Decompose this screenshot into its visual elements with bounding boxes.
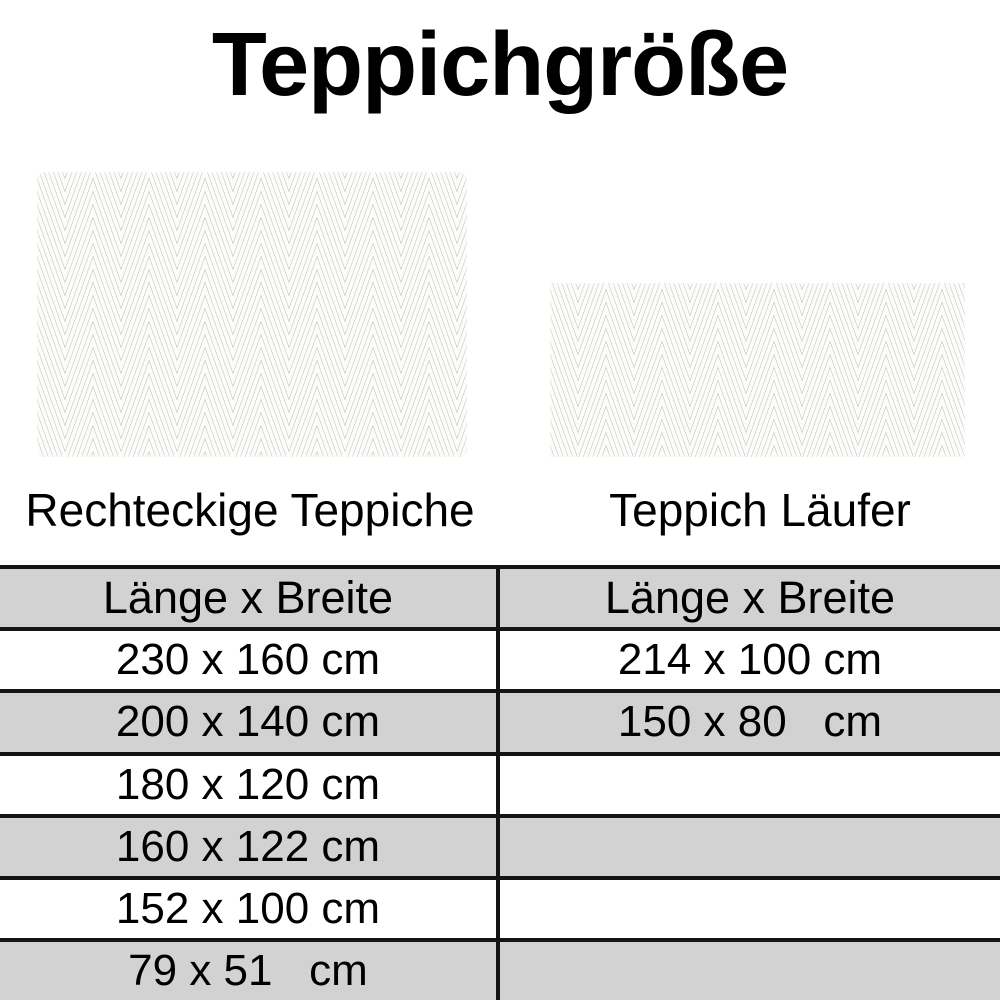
table-header-left: Länge x Breite xyxy=(0,569,500,627)
table-row xyxy=(0,938,1000,1000)
size-cell-rect-5: 152 x 100 cm xyxy=(0,880,500,938)
size-cell-rect-2: 200 x 140 cm xyxy=(0,693,500,751)
size-cell-runner-4 xyxy=(500,818,1000,876)
rectangular-carpet-label: Rechteckige Teppiche xyxy=(25,484,475,536)
table-header-right: Länge x Breite xyxy=(604,572,896,624)
runner-carpet-label: Teppich Läufer xyxy=(609,484,911,536)
size-table xyxy=(0,565,1000,1000)
size-cell-rect-1: 230 x 160 cm xyxy=(0,631,500,689)
size-cell-runner-1: 214 x 100 cm xyxy=(617,635,883,685)
rectangular-carpet-image xyxy=(37,172,467,457)
table-row xyxy=(0,689,1000,751)
page-title: Teppichgröße xyxy=(211,15,789,115)
size-cell-runner-5 xyxy=(500,880,1000,938)
table-row xyxy=(0,627,1000,689)
size-cell-runner-6 xyxy=(500,942,1000,1000)
table-header-row xyxy=(0,565,1000,627)
chevron-pattern-rect xyxy=(37,172,467,457)
table-row xyxy=(0,876,1000,938)
runner-carpet-image xyxy=(550,283,965,457)
chevron-pattern-runner xyxy=(550,283,965,457)
size-cell-rect-4: 160 x 122 cm xyxy=(0,818,500,876)
size-cell-runner-2: 150 x 80 cm xyxy=(617,697,883,747)
table-row xyxy=(0,752,1000,814)
size-cell-rect-6: 79 x 51 cm xyxy=(0,942,500,1000)
size-cell-runner-3 xyxy=(500,756,1000,814)
table-row xyxy=(0,814,1000,876)
size-cell-rect-3: 180 x 120 cm xyxy=(0,756,500,814)
